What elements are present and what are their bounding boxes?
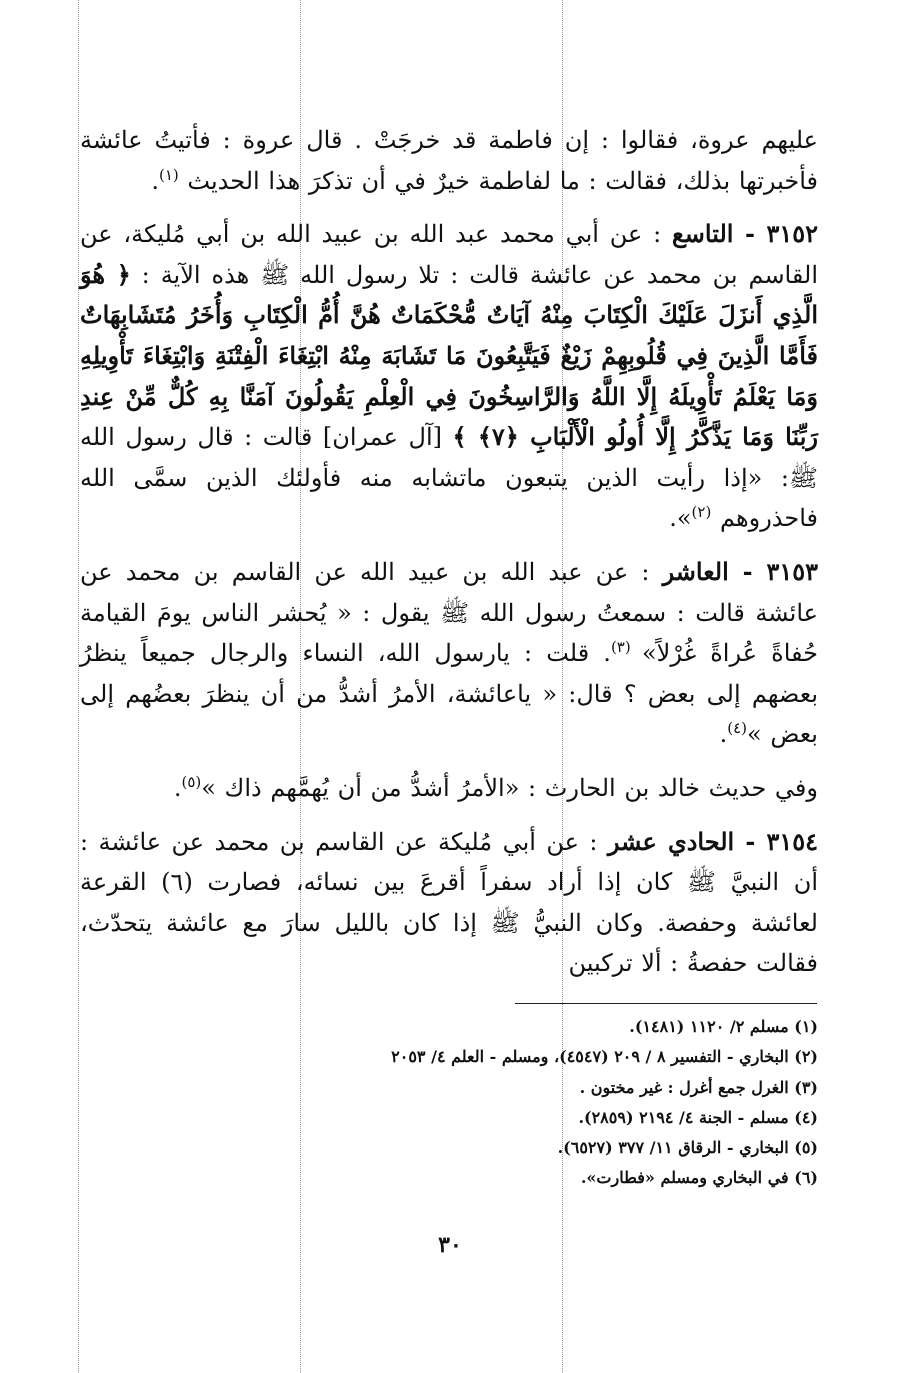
hadith-3152: ٣١٥٢ - التاسع : عن أبي محمد عبد الله بن عبيد الله بن أبي مُليكة، عن القاسم بن محمد عن عائشة قالت : تلا رسول الله ﷺ هذه الآية : ﴿ هُوَ الَّذِي أَنزَلَ عَلَيْكَ الْكِتَابَ مِنْهُ آيَاتٌ مُّحْكَمَاتٌ هُنَّ أُمُّ الْكِتَابِ وَأُخَرُ مُتَشَابِهَاتٌ فَأَمَّا الَّذِينَ فِي قُلُوبِهِمْ زَيْغٌ فَيَتَّبِعُونَ مَا تَشَابَهَ مِنْهُ ابْتِغَاءَ الْفِتْنَةِ وَابْتِغَاءَ تَأْوِيلِهِ وَمَا يَعْلَمُ تَأْوِيلَهُ إِلَّا اللَّهُ وَالرَّاسِخُونَ فِي الْعِلْمِ يَقُولُونَ آمَنَّا بِهِ كُلٌّ مِّنْ عِندِ رَبِّنَا وَمَا يَذَّكَّرُ إِلَّا أُولُو الْأَلْبَابِ ﴿٧﴾ ﴾ [آل عمران] قالت : قال رسول الله ﷺ: «إذا رأيت الذين يتبعون ماتشابه منه فأولئك الذين سمَّى الله فاحذروهم $^{(٢)}$».	[80, 219, 819, 533]
hadith-label: العاشر	[662, 556, 729, 586]
hadith-3154: ٣١٥٤ - الحادي عشر : عن أبي مُليكة عن القاسم بن محمد عن عائشة : أن النبيَّ ﷺ كان إذا أراد سفراً أقرعَ بين نسائه، فصارت (٦) القرعة لعائشة وحفصة. وكان النبيُّ ﷺ إذا كان بالليل سارَ مع عائشة يتحدّث، فقالت حفصةُ : ألا تركبين	[80, 826, 819, 978]
hadith-number: ٣١٥٣ -	[728, 556, 818, 586]
footnote: (٢) البخاري - التفسير ٨ / ٢٠٩ (٤٥٤٧)، ومسلم - العلم ٤/ ٢٠٥٣	[391, 1047, 818, 1067]
footnote-ref: (٣)	[610, 638, 642, 657]
footnote: (٦) في البخاري ومسلم «فطارت».	[580, 1168, 818, 1188]
footnote-ref: (١)	[158, 165, 179, 184]
page-number: ٣٠	[438, 1232, 462, 1258]
footnote: (٤) مسلم - الجنة ٤/ ٢١٩٤ (٢٨٥٩).	[578, 1107, 818, 1127]
footnote: (١) مسلم ٢/ ١١٢٠ (١٤٨١).	[629, 1017, 818, 1036]
hadith-label: الحادي عشر	[607, 826, 735, 856]
footnotes	[300, 1012, 818, 1194]
paragraph-continuation: عليهم عروة، فقالوا : إن فاطمة قد خرجَتْ . قال عروة : فأتيتُ عائشة فأخبرتها بذلك، فقالت : ما لفاطمة خيرٌ في أن تذكرَ هذا الحديث $^{(١)}$.	[80, 126, 818, 195]
hadith-variant: وفي حديث خالد بن الحارث : «الأمرُ أشدُّ من أن يُهمَّهم ذاك »$^{(٥)}$.	[173, 772, 818, 802]
footnote-ref: (٤)	[727, 719, 748, 738]
hadith-number: ٣١٥٤ -	[734, 826, 819, 856]
footnote-ref: (٢)	[691, 503, 712, 522]
footnote: (٥) البخاري - الرقاق ١١/ ٣٧٧ (٦٥٢٧).	[557, 1138, 818, 1158]
footnote: (٣) الغرل جمع أغرل : غير مختون .	[579, 1077, 818, 1097]
hadith-number: ٣١٥٢ -	[733, 219, 819, 249]
main-text	[80, 120, 818, 984]
footnote-separator	[515, 1003, 817, 1004]
quran-verse: ﴿ هُوَ الَّذِي أَنزَلَ عَلَيْكَ الْكِتَابَ مِنْهُ آيَاتٌ مُّحْكَمَاتٌ هُنَّ أُمُّ الْكِتَابِ وَأُخَرُ مُتَشَابِهَاتٌ فَأَمَّا الَّذِينَ فِي قُلُوبِهِمْ زَيْغٌ فَيَتَّبِعُونَ مَا تَشَابَهَ مِنْهُ ابْتِغَاءَ الْفِتْنَةِ وَابْتِغَاءَ تَأْوِيلِهِ وَمَا يَعْلَمُ تَأْوِيلَهُ إِلَّا اللَّهُ وَالرَّاسِخُونَ فِي الْعِلْمِ يَقُولُونَ آمَنَّا بِهِ كُلٌّ مِّنْ عِندِ رَبِّنَا وَمَا يَذَّكَّرُ إِلَّا أُولُو الْأَلْبَابِ ﴿٧﴾ ﴾	[80, 259, 818, 452]
footnote-ref: (٥)	[181, 772, 202, 791]
scan-guide-line	[78, 0, 79, 1373]
hadith-label: التاسع	[672, 219, 734, 249]
hadith-3153: ٣١٥٣ - العاشر : عن عبد الله بن عبيد الله عن القاسم بن محمد عن عائشة قالت : سمعتُ رسول الله ﷺ يقول : « يُحشر الناس يومَ القيامة حُفاةً عُراةً غُرْلاً» $^{(٣)}$. قلت : يارسول الله، النساء والرجال جميعاً ينظرُ بعضهم إلى بعض ؟ قال: « ياعائشة، الأمرُ أشدُّ من أن ينظرَ بعضُهم إلى بعض »$^{(٤)}$.	[80, 556, 819, 749]
